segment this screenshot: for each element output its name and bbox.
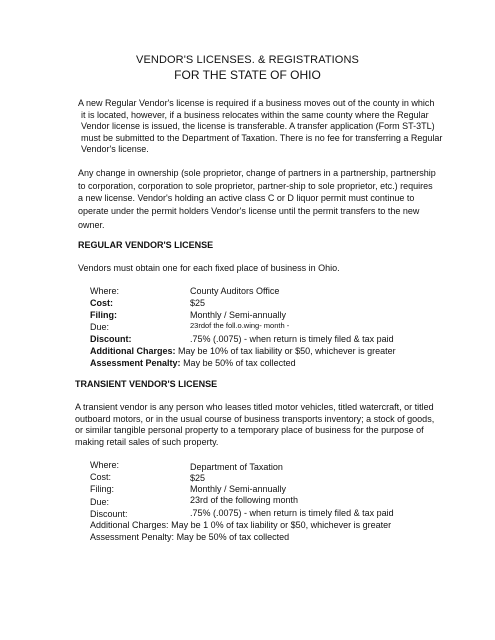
regular-where-value: County Auditors Office bbox=[190, 286, 280, 296]
paragraph-line: must be submitted to the Department of Taxation. There is no fee for transferring a Regular bbox=[81, 132, 443, 143]
transient-additional-value: May be 1 0% of tax liability or $50, whichever is greater bbox=[171, 520, 392, 530]
regular-additional-value: May be 10% of tax liability or $50, whichever is greater bbox=[178, 346, 396, 356]
paragraph-line: a new license. Vendor's holding an active class C or D liquor permit must continue to bbox=[78, 193, 415, 203]
document-title-line2: FOR THE STATE OF OHIO bbox=[174, 68, 321, 82]
transient-where-label: Where: bbox=[90, 460, 120, 470]
transient-filing-value: Monthly / Semi-annually bbox=[190, 484, 287, 494]
paragraph-line: operate under the permit holders Vendor's license until the permit transfers to the new bbox=[78, 205, 420, 216]
paragraph-line: Any change in ownership (sole proprietor, change of partners in a partnership, partnership bbox=[78, 168, 436, 178]
regular-assessment-label: Assessment Penalty: bbox=[90, 358, 181, 368]
regular-license-intro: Vendors must obtain one for each fixed place of business in Ohio. bbox=[78, 263, 340, 273]
regular-filing-value: Monthly / Semi-annually bbox=[190, 310, 287, 320]
regular-filing-label: Filing: bbox=[90, 310, 117, 320]
regular-assessment-value: May be 50% of tax collected bbox=[183, 358, 296, 368]
paragraph-line: making retail sales of such property. bbox=[75, 436, 219, 447]
transient-due-value: 23rd of the following month bbox=[190, 495, 299, 505]
transient-discount-value: .75% (.0075) - when return is timely filed & tax paid bbox=[190, 508, 394, 518]
transient-additional-row bbox=[90, 520, 391, 530]
regular-where-label: Where: bbox=[90, 286, 120, 296]
regular-additional-row bbox=[90, 346, 396, 356]
paragraph-line: A new Regular Vendor's license is required if a business moves out of the county in which bbox=[78, 98, 435, 108]
regular-additional-label: Additional Charges: bbox=[90, 346, 176, 356]
transient-due-label: Due: bbox=[90, 497, 110, 507]
transient-assessment-label: Assessment Penalty: bbox=[90, 532, 175, 542]
transient-where-value: Department of Taxation bbox=[190, 462, 283, 472]
paragraph-line: Vendor license is issued, the license is transferable. A transfer application (Form ST-3TL) bbox=[81, 121, 435, 131]
paragraph-line: or similar tangible personal property to a temporary place of business for the purpose of bbox=[75, 425, 424, 435]
regular-due-label: Due: bbox=[90, 322, 110, 332]
intro-paragraph bbox=[78, 98, 442, 156]
transient-discount-label: Discount: bbox=[90, 509, 128, 519]
transient-assessment-row bbox=[90, 532, 289, 542]
regular-assessment-row bbox=[90, 358, 296, 368]
regular-license-heading: REGULAR VENDOR'S LICENSE bbox=[78, 240, 214, 250]
regular-cost-label: Cost: bbox=[90, 298, 113, 308]
paragraph-line: A transient vendor is any person who leases titled motor vehicles, titled watercraft, or titled bbox=[75, 402, 434, 412]
paragraph-line: outboard motors, or in the usual course of business transports inventory; a stock of goods, bbox=[75, 413, 435, 424]
document-title-line1: VENDOR'S LICENSES. & REGISTRATIONS bbox=[136, 54, 359, 66]
transient-license-heading: TRANSIENT VENDOR'S LICENSE bbox=[75, 379, 218, 389]
transient-cost-value: $25 bbox=[190, 473, 206, 483]
transient-additional-label: Additional Charges: bbox=[90, 520, 169, 530]
transient-paragraph bbox=[75, 402, 434, 448]
regular-cost-value: $25 bbox=[190, 298, 206, 308]
regular-discount-label: Discount: bbox=[90, 334, 132, 344]
paragraph-line: to corporation, corporation to sole proprietor, partner-ship to sole proprietor, etc.) requires bbox=[78, 180, 433, 191]
paragraph-line: owner. bbox=[78, 220, 105, 230]
transient-assessment-value: May be 50% of tax collected bbox=[176, 532, 290, 542]
paragraph-line: it is located, however, if a business relocates within the same county where the Regular bbox=[81, 109, 429, 120]
transient-cost-label: Cost: bbox=[90, 472, 112, 482]
ownership-paragraph bbox=[78, 167, 436, 232]
regular-discount-value: .75% (.0075) - when return is timely filed & tax paid bbox=[190, 334, 394, 344]
transient-filing-label: Filing: bbox=[90, 484, 115, 494]
regular-due-value: 23rdof the foll.o.wing- month - bbox=[190, 321, 290, 330]
paragraph-line: Vendor's license. bbox=[81, 144, 149, 154]
